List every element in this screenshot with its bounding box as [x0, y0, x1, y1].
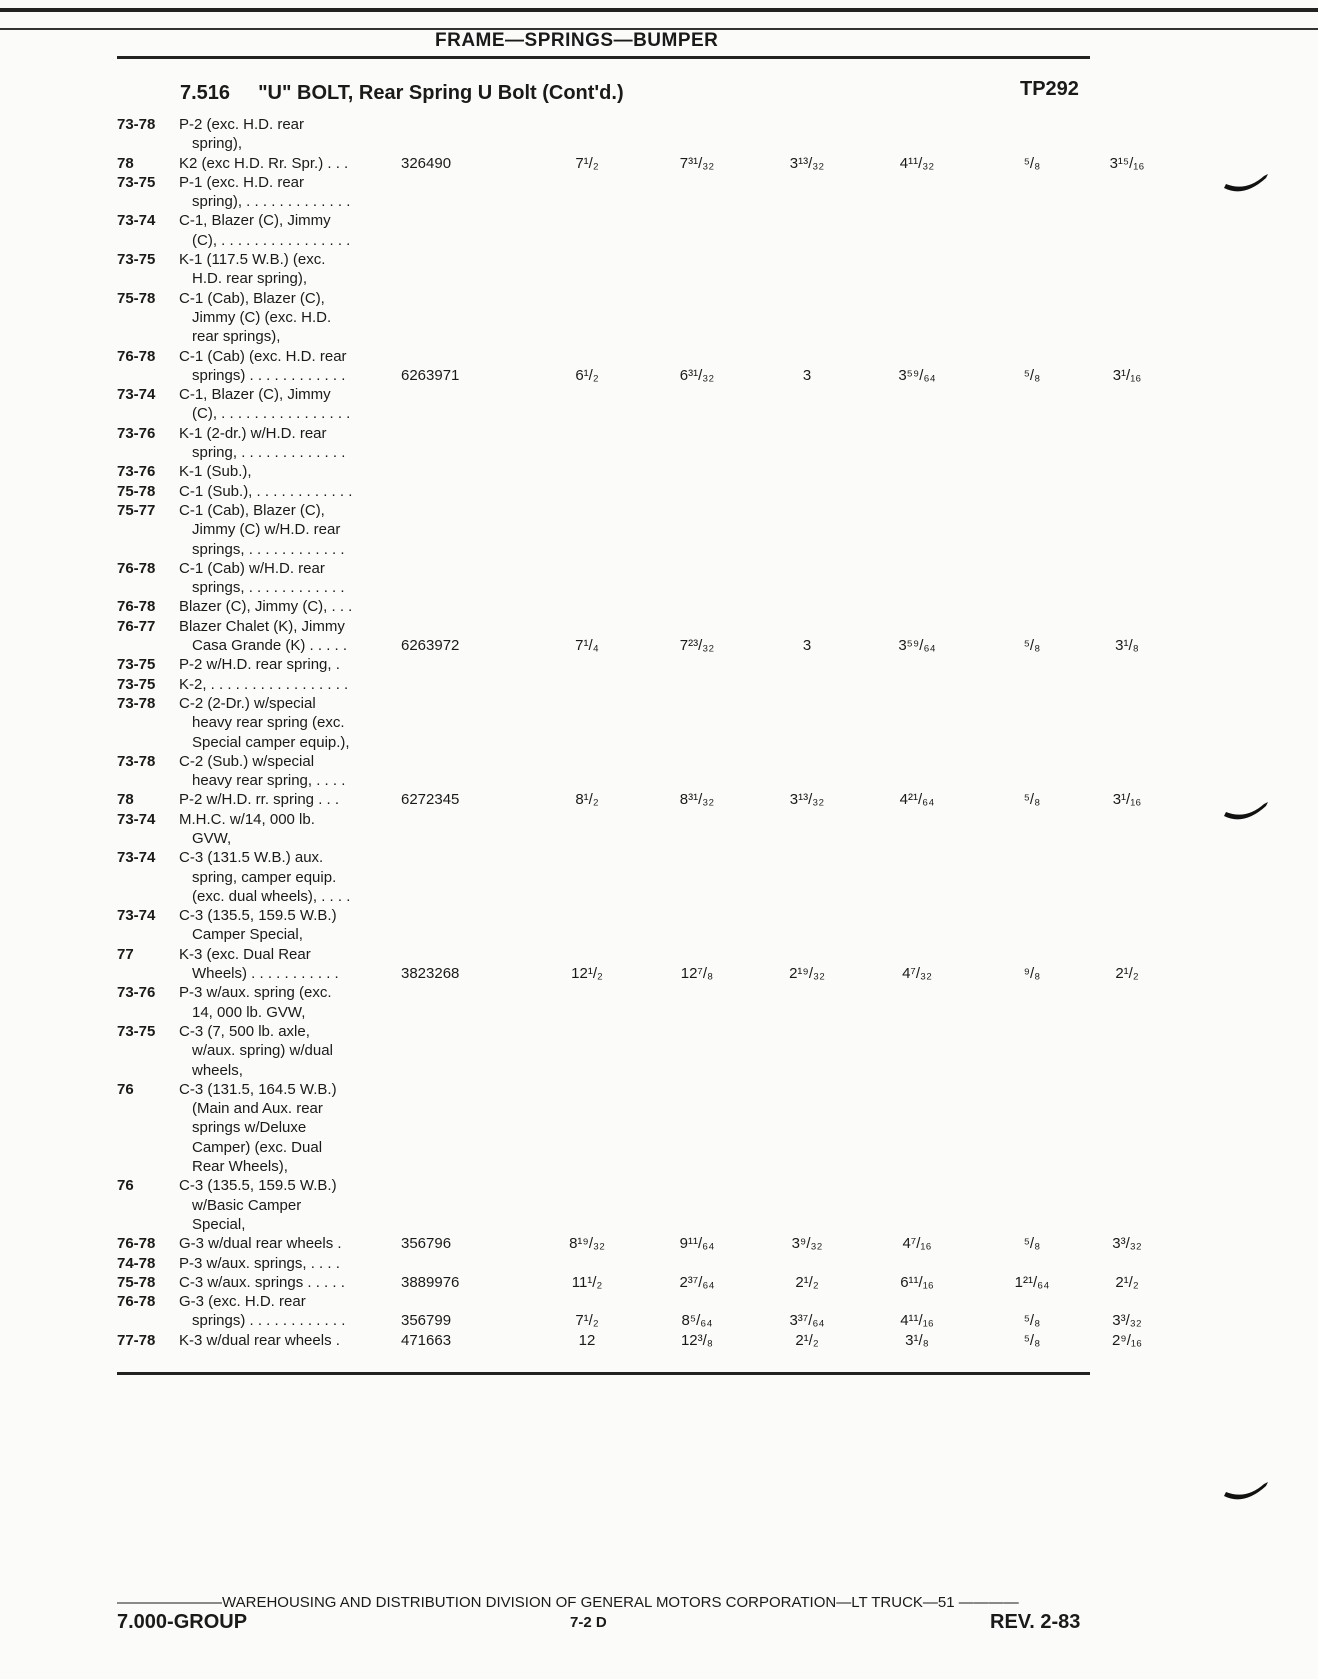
application-description: C-3 (135.5, 159.5 W.B.) [179, 907, 337, 925]
model-years: 73-75 [117, 656, 156, 674]
section-heading: "U" BOLT, Rear Spring U Bolt (Cont'd.) [258, 82, 624, 104]
dimension-a: 8¹⁹/₃₂ [569, 1235, 605, 1253]
model-years: 73-75 [117, 173, 156, 191]
dimension-b: 8⁵/₆₄ [681, 1312, 713, 1330]
dimension-f: 3¹⁵/₁₆ [1109, 154, 1145, 172]
dimension-e: ⁵/₈ [1023, 1312, 1041, 1330]
model-years: 73-76 [117, 463, 156, 481]
application-description: heavy rear spring (exc. [192, 714, 345, 732]
table-row [117, 520, 1097, 539]
model-years: 73-75 [117, 251, 156, 269]
part-number: 471663 [401, 1331, 452, 1349]
dimension-e: ⁹/₈ [1023, 965, 1041, 983]
part-number: 356799 [401, 1312, 452, 1330]
dimension-b: 9¹¹/₆₄ [679, 1235, 715, 1253]
dimension-f: 3¹/₈ [1115, 637, 1139, 655]
application-description: C-2 (2-Dr.) w/special [179, 694, 316, 712]
application-description: P-1 (exc. H.D. rear [179, 173, 305, 191]
application-description: C-3 (131.5 W.B.) aux. [179, 849, 324, 867]
application-description: K-1 (117.5 W.B.) (exc. [179, 251, 326, 269]
dimension-b: 8³¹/₃₂ [679, 791, 715, 809]
model-years: 76 [117, 1177, 134, 1195]
model-years: 75-78 [117, 289, 156, 307]
table-row [117, 269, 1097, 288]
binding-clip-icon [1222, 800, 1270, 824]
model-years: 73-78 [117, 752, 156, 770]
application-description: GVW, [192, 829, 232, 847]
application-description: springs, . . . . . . . . . . . . [192, 579, 345, 597]
table-row [117, 211, 1097, 230]
application-description: Special, [192, 1215, 246, 1233]
application-description: spring), . . . . . . . . . . . . . [192, 193, 351, 211]
table-row [117, 1080, 1097, 1099]
model-years: 76-78 [117, 1293, 156, 1311]
dimension-c: 3⁹/₃₂ [791, 1235, 823, 1253]
application-description: C-1 (Cab), Blazer (C), [179, 289, 325, 307]
model-years: 73-74 [117, 386, 156, 404]
model-years: 73-75 [117, 675, 156, 693]
application-description: C-3 (7, 500 lb. axle, [179, 1022, 310, 1040]
dimension-c: 2¹/₂ [795, 1331, 819, 1349]
dimension-f: 3³/₃₂ [1112, 1312, 1142, 1330]
application-description: C-1 (Cab) (exc. H.D. rear [179, 347, 347, 365]
dimension-f: 2¹/₂ [1115, 965, 1139, 983]
dimension-d: 4¹¹/₃₂ [899, 154, 935, 172]
table-row [117, 250, 1097, 269]
dimension-e: ⁵/₈ [1023, 1331, 1041, 1349]
application-description: P-3 w/aux. spring (exc. [179, 984, 332, 1002]
application-description: C-3 (131.5, 164.5 W.B.) [179, 1080, 337, 1098]
dimension-a: 12 [578, 1331, 596, 1349]
application-description: Special camper equip.), [192, 733, 350, 751]
section-title [180, 82, 624, 105]
dimension-b: 2³⁷/₆₄ [679, 1273, 715, 1291]
parts-table [117, 115, 1145, 1350]
dimension-b: 7²³/₃₂ [679, 637, 715, 655]
table-row [117, 308, 1097, 327]
model-years: 75-78 [117, 1273, 156, 1291]
dimension-f: 2⁹/₁₆ [1111, 1331, 1143, 1349]
application-description: springs, . . . . . . . . . . . . [192, 540, 345, 558]
table-row [117, 1157, 1097, 1176]
table-row [117, 945, 1097, 964]
dimension-a: 6¹/₂ [575, 366, 599, 384]
model-years: 73-75 [117, 1022, 156, 1040]
model-years: 76 [117, 1080, 134, 1098]
application-description: Wheels) . . . . . . . . . . . [192, 965, 339, 983]
application-description: K-1 (Sub.), [179, 463, 252, 481]
application-description: Jimmy (C) w/H.D. rear [192, 521, 341, 539]
dimension-d: 3⁵⁹/₆₄ [898, 637, 936, 655]
dimension-d: 3⁵⁹/₆₄ [898, 366, 936, 384]
part-number: 6263971 [401, 366, 460, 384]
application-description: springs) . . . . . . . . . . . . [192, 366, 346, 384]
dimension-f: 3³/₃₂ [1112, 1235, 1142, 1253]
application-description: spring), [192, 135, 243, 153]
table-row [117, 115, 1097, 134]
dimension-a: 8¹/₂ [575, 791, 599, 809]
dimension-a: 7¹/₄ [575, 637, 599, 655]
model-years: 76-78 [117, 559, 156, 577]
table-row [117, 173, 1097, 192]
application-description: P-2 w/H.D. rr. spring . . . [179, 791, 340, 809]
application-description: Blazer Chalet (K), Jimmy [179, 617, 345, 635]
application-description: C-1, Blazer (C), Jimmy [179, 386, 331, 404]
table-row [117, 1234, 1142, 1253]
application-description: spring, camper equip. [192, 868, 337, 886]
dimension-e: 1²¹/₆₄ [1014, 1273, 1050, 1291]
table-row [117, 1273, 1139, 1292]
application-description: G-3 (exc. H.D. rear [179, 1293, 306, 1311]
part-number: 356796 [401, 1235, 452, 1253]
model-years: 76-77 [117, 617, 156, 635]
application-description: C-1 (Cab) w/H.D. rear [179, 559, 325, 577]
application-description: P-2 w/H.D. rear spring, . [179, 656, 340, 674]
application-description: Casa Grande (K) . . . . . [192, 637, 348, 655]
table-row [117, 848, 1097, 867]
table-row [117, 887, 1097, 906]
dimension-a: 12¹/₂ [571, 965, 603, 983]
table-row [117, 733, 1097, 752]
application-description: Camper Special, [192, 926, 303, 944]
application-description: rear springs), [192, 328, 281, 346]
model-years: 76-78 [117, 1235, 156, 1253]
dimension-b: 12⁷/₈ [680, 965, 714, 983]
application-description: Camper) (exc. Dual [192, 1138, 323, 1156]
table-row [117, 790, 1142, 809]
dimension-e: ⁵/₈ [1023, 1235, 1041, 1253]
table-row [117, 1099, 1097, 1118]
table-row [117, 1061, 1097, 1080]
table-row [117, 1022, 1097, 1041]
model-years: 76-78 [117, 598, 156, 616]
dimension-c: 3³⁷/₆₄ [789, 1312, 825, 1330]
part-number: 6272345 [401, 791, 460, 809]
application-description: C-3 w/aux. springs . . . . . [179, 1273, 345, 1291]
application-description: Rear Wheels), [192, 1158, 288, 1176]
table-row [117, 636, 1139, 655]
application-description: K2 (exc H.D. Rr. Spr.) . . . [179, 154, 349, 172]
table-row [117, 1196, 1097, 1215]
table-row [117, 404, 1097, 423]
application-description: C-1 (Sub.), . . . . . . . . . . . . [179, 482, 353, 500]
table-row [117, 462, 1097, 481]
table-row [117, 771, 1097, 790]
application-description: Blazer (C), Jimmy (C), . . . [179, 598, 353, 616]
dimension-a: 7¹/₂ [575, 1312, 599, 1330]
table-row [117, 231, 1097, 250]
dimension-d: 4²¹/₆₄ [899, 791, 935, 809]
part-number: 3823268 [401, 965, 460, 983]
table-row [117, 713, 1097, 732]
application-description: (C), . . . . . . . . . . . . . . . . [192, 231, 351, 249]
table-row [117, 752, 1097, 771]
dimension-f: 3¹/₁₆ [1112, 366, 1142, 384]
table-row [117, 501, 1097, 520]
model-years: 73-74 [117, 907, 156, 925]
application-description: (Main and Aux. rear [192, 1100, 323, 1118]
model-years: 75-78 [117, 482, 156, 500]
table-row [117, 578, 1097, 597]
dimension-d: 4⁷/₁₆ [902, 1235, 932, 1253]
dimension-c: 3 [802, 637, 812, 655]
table-row [117, 1003, 1097, 1022]
table-row [117, 559, 1097, 578]
table-row [117, 385, 1097, 404]
table-row [117, 983, 1097, 1002]
table-row [117, 154, 1145, 173]
application-description: C-3 (135.5, 159.5 W.B.) [179, 1177, 337, 1195]
table-row [117, 964, 1139, 983]
table-row [117, 868, 1097, 887]
application-description: P-3 w/aux. springs, . . . . [179, 1254, 340, 1272]
application-description: C-1, Blazer (C), Jimmy [179, 212, 331, 230]
dimension-a: 7¹/₂ [575, 154, 599, 172]
table-row [117, 347, 1097, 366]
application-description: C-1 (Cab), Blazer (C), [179, 501, 325, 519]
application-description: K-2, . . . . . . . . . . . . . . . . . [179, 675, 349, 693]
model-years: 73-74 [117, 849, 156, 867]
model-years: 77-78 [117, 1331, 156, 1349]
table-row [117, 1041, 1097, 1060]
model-years: 78 [117, 791, 134, 809]
table-row [117, 1331, 1143, 1350]
application-description: P-2 (exc. H.D. rear [179, 116, 305, 133]
table-row [117, 327, 1097, 346]
table-row [117, 1118, 1097, 1137]
dimension-d: 6¹¹/₁₆ [900, 1273, 934, 1291]
dimension-e: ⁵/₈ [1023, 637, 1041, 655]
table-row [117, 675, 1097, 694]
dimension-b: 7³¹/₃₂ [679, 154, 715, 172]
dimension-e: ⁵/₈ [1023, 791, 1041, 809]
application-description: springs w/Deluxe [192, 1119, 307, 1137]
table-row [117, 925, 1097, 944]
table-row [117, 134, 1097, 153]
section-code: TP292 [1020, 78, 1079, 100]
footer-page-number: 7-2 D [570, 1614, 607, 1631]
model-years: 78 [117, 154, 134, 172]
dimension-b: 12³/₈ [680, 1331, 714, 1349]
part-number: 6263972 [401, 637, 460, 655]
table-row [117, 655, 1097, 674]
dimension-c: 3¹³/₃₂ [789, 154, 825, 172]
application-description: springs) . . . . . . . . . . . . [192, 1312, 346, 1330]
model-years: 73-76 [117, 984, 156, 1002]
model-years: 73-76 [117, 424, 156, 442]
binding-clip-icon [1222, 172, 1270, 196]
model-years: 73-74 [117, 212, 156, 230]
part-number: 3889976 [401, 1273, 460, 1291]
table-row [117, 829, 1097, 848]
application-description: w/Basic Camper [192, 1196, 302, 1214]
table-row [117, 1292, 1097, 1311]
table-row [117, 289, 1097, 308]
table-row [117, 617, 1097, 636]
model-years: 73-78 [117, 694, 156, 712]
model-years: 75-77 [117, 501, 156, 519]
application-description: (C), . . . . . . . . . . . . . . . . [192, 405, 351, 423]
table-row [117, 810, 1097, 829]
header-divider [117, 56, 1090, 59]
dimension-f: 2¹/₂ [1115, 1273, 1139, 1291]
dimension-c: 3¹³/₃₂ [789, 791, 825, 809]
application-description: G-3 w/dual rear wheels . [179, 1235, 342, 1253]
footer-group: 7.000-GROUP [117, 1611, 248, 1633]
binding-clip-icon [1222, 1480, 1270, 1504]
table-row [117, 443, 1097, 462]
table-row [117, 597, 1097, 616]
application-description: K-3 (exc. Dual Rear [179, 945, 311, 963]
dimension-d: 4¹¹/₁₆ [900, 1312, 934, 1330]
model-years: 74-78 [117, 1254, 156, 1272]
table-row [117, 1254, 1097, 1273]
footer-revision: REV. 2-83 [990, 1611, 1081, 1633]
application-description: 14, 000 lb. GVW, [192, 1003, 306, 1021]
dimension-c: 2¹/₂ [795, 1273, 819, 1291]
application-description: K-3 w/dual rear wheels . [179, 1331, 340, 1349]
table-row [117, 366, 1142, 385]
table-bottom-divider [117, 1372, 1090, 1375]
table-row [117, 1215, 1097, 1234]
application-description: K-1 (2-dr.) w/H.D. rear [179, 424, 327, 442]
table-row [117, 1138, 1097, 1157]
table-row [117, 1311, 1142, 1330]
application-description: C-2 (Sub.) w/special [179, 752, 315, 770]
dimension-e: ⁵/₈ [1023, 154, 1041, 172]
table-row [117, 694, 1097, 713]
model-years: 73-74 [117, 810, 156, 828]
section-number: 7.516 [180, 82, 231, 104]
model-years: 76-78 [117, 347, 156, 365]
table-row [117, 424, 1097, 443]
dimension-b: 6³¹/₃₂ [679, 366, 715, 384]
table-row [117, 906, 1097, 925]
model-years: 73-78 [117, 116, 156, 133]
table-row [117, 540, 1097, 559]
application-description: H.D. rear spring), [192, 270, 308, 288]
dimension-c: 2¹⁹/₃₂ [789, 965, 825, 983]
dimension-c: 3 [802, 366, 812, 384]
application-description: w/aux. spring) w/dual [192, 1042, 333, 1060]
footer-publisher-line: ———————WAREHOUSING AND DISTRIBUTION DIVISION OF GENERAL MOTORS CORPORATION—LT TRUCK—51 ———— [117, 1594, 1019, 1611]
application-description: spring, . . . . . . . . . . . . . [192, 444, 346, 462]
page-header: FRAME—SPRINGS—BUMPER [435, 30, 719, 51]
table-row [117, 1176, 1097, 1195]
application-description: (exc. dual wheels), . . . . [192, 887, 351, 905]
model-years: 77 [117, 945, 134, 963]
dimension-d: 3¹/₈ [905, 1331, 929, 1349]
table-row [117, 192, 1097, 211]
top-border-rule [0, 8, 1318, 12]
application-description: M.H.C. w/14, 000 lb. [179, 810, 315, 828]
table-row [117, 482, 1097, 501]
part-number: 326490 [401, 154, 452, 172]
application-description: wheels, [192, 1061, 243, 1079]
dimension-f: 3¹/₁₆ [1112, 791, 1142, 809]
application-description: heavy rear spring, . . . . [192, 772, 346, 790]
dimension-e: ⁵/₈ [1023, 366, 1041, 384]
dimension-a: 11¹/₂ [571, 1273, 603, 1291]
application-description: Jimmy (C) (exc. H.D. [192, 308, 332, 326]
dimension-d: 4⁷/₃₂ [902, 965, 932, 983]
